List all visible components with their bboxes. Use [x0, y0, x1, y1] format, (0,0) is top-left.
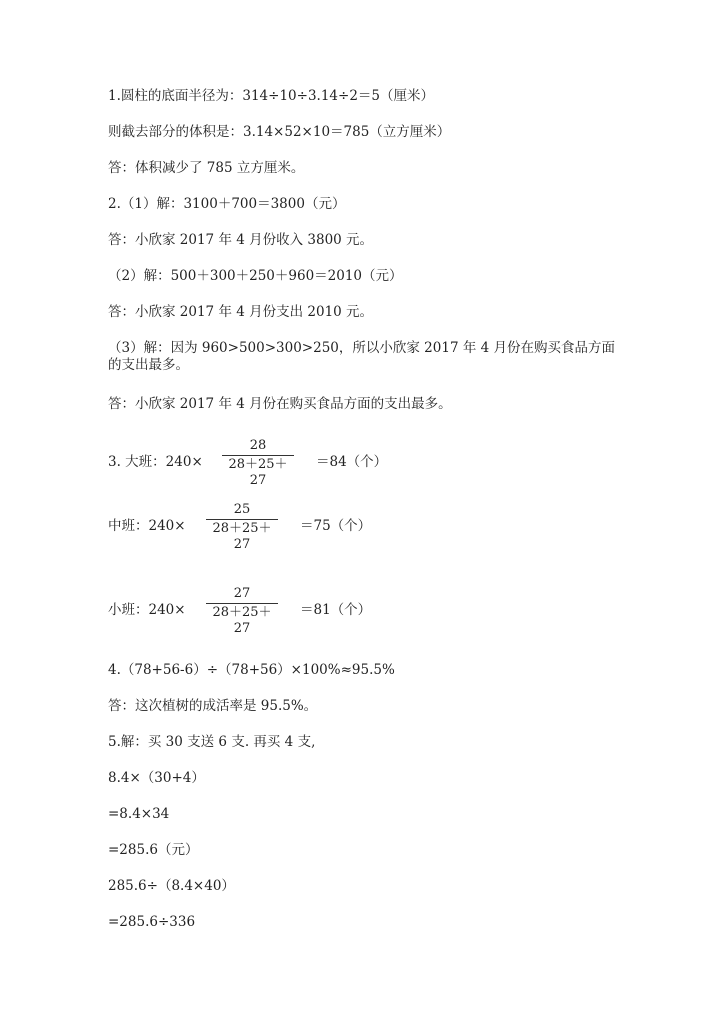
- q2-answer-1: 答：小欣家 2017 年 4 月份收入 3800 元。: [108, 232, 374, 248]
- q5-line-3: =8.4×34: [108, 806, 170, 822]
- frac-label: 3. 大班：240×: [108, 454, 203, 470]
- frac-result: ＝84（个）: [316, 454, 388, 470]
- frac-label: 小班：240×: [108, 602, 186, 618]
- q2-part-1: 2.（1）解：3100＋700＝3800（元）: [108, 196, 346, 212]
- q2-part-3: （3）解：因为 960>500>300>250，所以小欣家 2017 年 4 月份在购买食品方面的支出最多。: [108, 340, 615, 373]
- fraction-bar: [222, 455, 294, 456]
- q1-line-2: 则截去部分的体积是：3.14×52×10＝785（立方厘米）: [108, 124, 451, 140]
- fraction-bar: [206, 603, 278, 604]
- q2-part-2: （2）解：500＋300＋250＋960＝2010（元）: [108, 268, 403, 284]
- fraction: [206, 502, 278, 552]
- frac-result: ＝75（个）: [300, 518, 372, 534]
- q5-line-5: 285.6÷（8.4×40）: [108, 878, 235, 894]
- fraction: [206, 586, 278, 636]
- fraction-bar: [206, 519, 278, 520]
- fraction-denominator: 28＋25＋27: [228, 457, 288, 488]
- q1-line-1: 1.圆柱的底面半径为：314÷10÷3.14÷2＝5（厘米）: [108, 88, 434, 104]
- fraction: [222, 438, 294, 488]
- q2-answer-3: 答：小欣家 2017 年 4 月份在购买食品方面的支出最多。: [108, 396, 452, 412]
- frac-result: ＝81（个）: [300, 602, 372, 618]
- frac-label: 中班：240×: [108, 518, 186, 534]
- fraction-numerator: 28: [249, 438, 267, 453]
- q5-line-1: 5.解：买 30 支送 6 支. 再买 4 支,: [108, 734, 316, 750]
- q2-answer-2: 答：小欣家 2017 年 4 月份支出 2010 元。: [108, 304, 374, 320]
- q5-line-2: 8.4×（30+4）: [108, 770, 205, 786]
- fraction-denominator: 28＋25＋27: [212, 521, 272, 552]
- fraction-denominator: 28＋25＋27: [212, 605, 272, 636]
- q1-answer: 答：体积减少了 785 立方厘米。: [108, 160, 305, 176]
- q5-line-4: =285.6（元）: [108, 842, 199, 858]
- q4-answer: 答：这次植树的成活率是 95.5%。: [108, 698, 318, 714]
- q5-line-6: =285.6÷336: [108, 914, 196, 930]
- fraction-numerator: 25: [233, 502, 251, 517]
- q4-line-1: 4.（78+56-6）÷（78+56）×100%≈95.5%: [108, 662, 395, 678]
- fraction-numerator: 27: [233, 586, 251, 601]
